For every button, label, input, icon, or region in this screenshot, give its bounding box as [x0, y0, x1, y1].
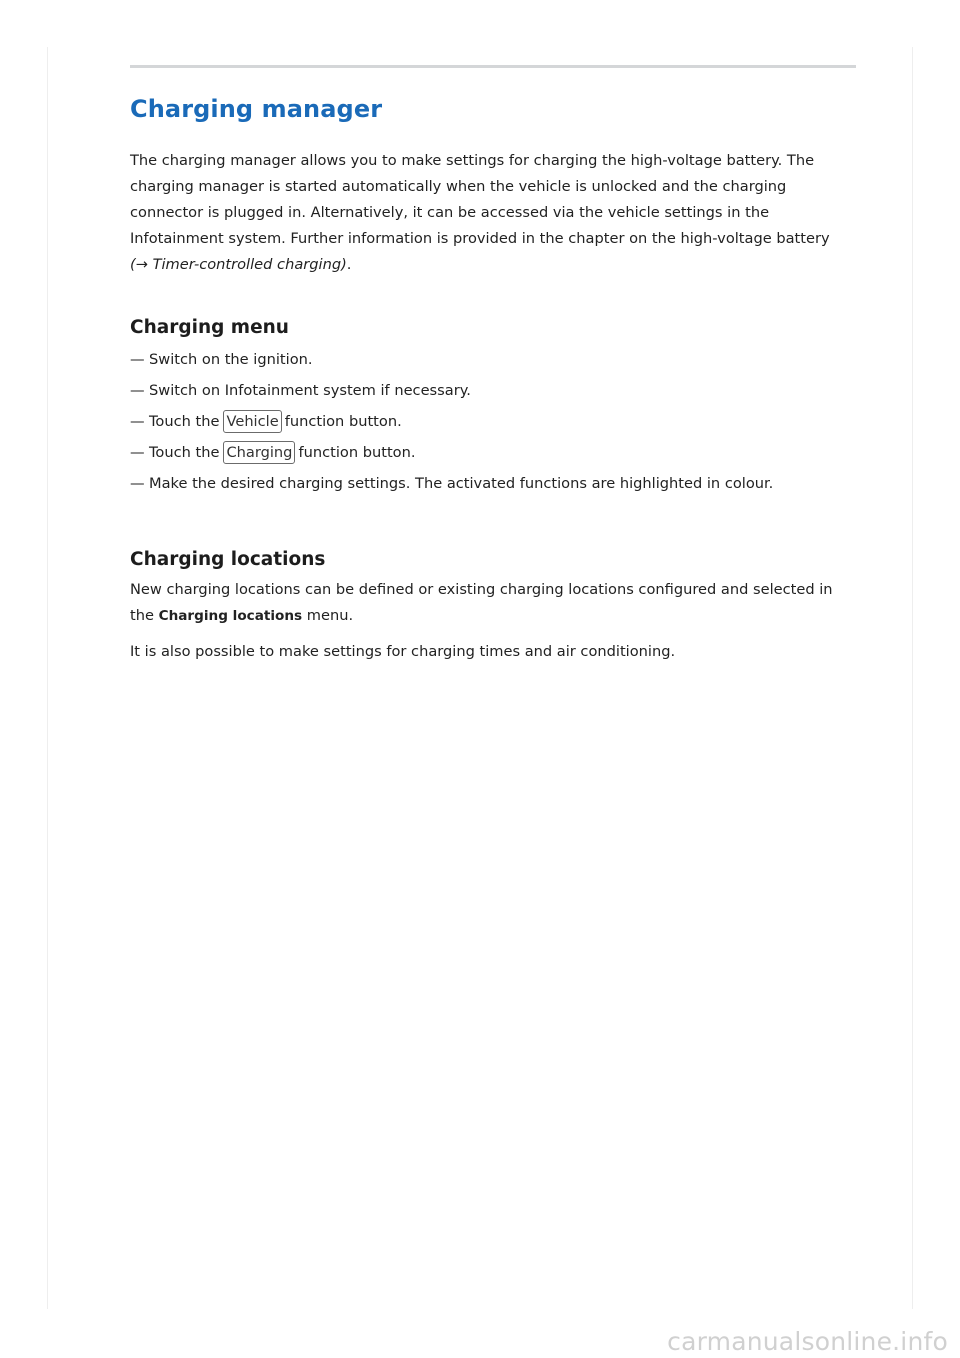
- page-border-left: [47, 47, 48, 1309]
- vehicle-function-button: Vehicle: [223, 410, 281, 433]
- watermark-text: carmanualsonline.info: [667, 1327, 948, 1356]
- list-item: [130, 406, 856, 437]
- dash-bullet: —: [130, 382, 145, 399]
- dash-bullet: —: [130, 475, 145, 492]
- step-text-before: Touch the: [149, 444, 220, 461]
- list-item: [130, 375, 856, 406]
- step-text-after: function button.: [298, 444, 416, 461]
- step-text: Make the desired charging settings. The activated functions are highlighted in colour.: [149, 475, 774, 492]
- step-text: Switch on Infotainment system if necessary.: [149, 382, 471, 399]
- step-text-before: Touch the: [149, 413, 220, 430]
- dash-bullet: —: [130, 351, 145, 368]
- list-item: [130, 468, 856, 499]
- charging-locations-paragraph: New charging locations can be defined or existing charging locations configured and selected in the Charging locations menu.: [130, 581, 833, 624]
- intro-text: The charging manager allows you to make settings for charging the high-voltage battery. The charging manager is started automatically when the vehicle is unlocked and the charging connector is plugged in. Alternatively, it can be accessed via the vehicle settings in the Infotainment system. Further information is provided in the chapter on the high-voltage battery: [130, 152, 830, 247]
- charging-times-paragraph: It is also possible to make settings for charging times and air conditioning.: [130, 643, 676, 660]
- charging-function-button: Charging: [223, 441, 295, 464]
- page-border-right: [912, 47, 913, 1309]
- page-content: [130, 65, 856, 665]
- step-text: Switch on the ignition.: [149, 351, 313, 368]
- charging-locations-term: Charging locations: [158, 608, 303, 624]
- arrow-right-icon: →: [135, 256, 148, 273]
- charging-menu-heading: Charging menu: [130, 317, 289, 338]
- charging-locations-heading: Charging locations: [130, 549, 326, 570]
- charging-menu-steps: [130, 344, 856, 499]
- list-item: [130, 437, 856, 468]
- section-title: Charging manager: [130, 95, 383, 123]
- top-rule: [130, 65, 856, 68]
- intro-paragraph: The charging manager allows you to make settings for charging the high-voltage battery. The charging manager is started automatically when the vehicle is unlocked and the charging connector is plugged in. Alternatively, it can be accessed via the vehicle settings in the Infotainment system. Further information is provided in the chapter on the high-voltage battery (→ Timer-controlled charging).: [130, 152, 830, 273]
- step-text-after: function button.: [284, 413, 402, 430]
- dash-bullet: —: [130, 444, 145, 461]
- cross-reference-link[interactable]: (→ Timer-controlled charging): [130, 256, 347, 273]
- dash-bullet: —: [130, 413, 145, 430]
- list-item: [130, 344, 856, 375]
